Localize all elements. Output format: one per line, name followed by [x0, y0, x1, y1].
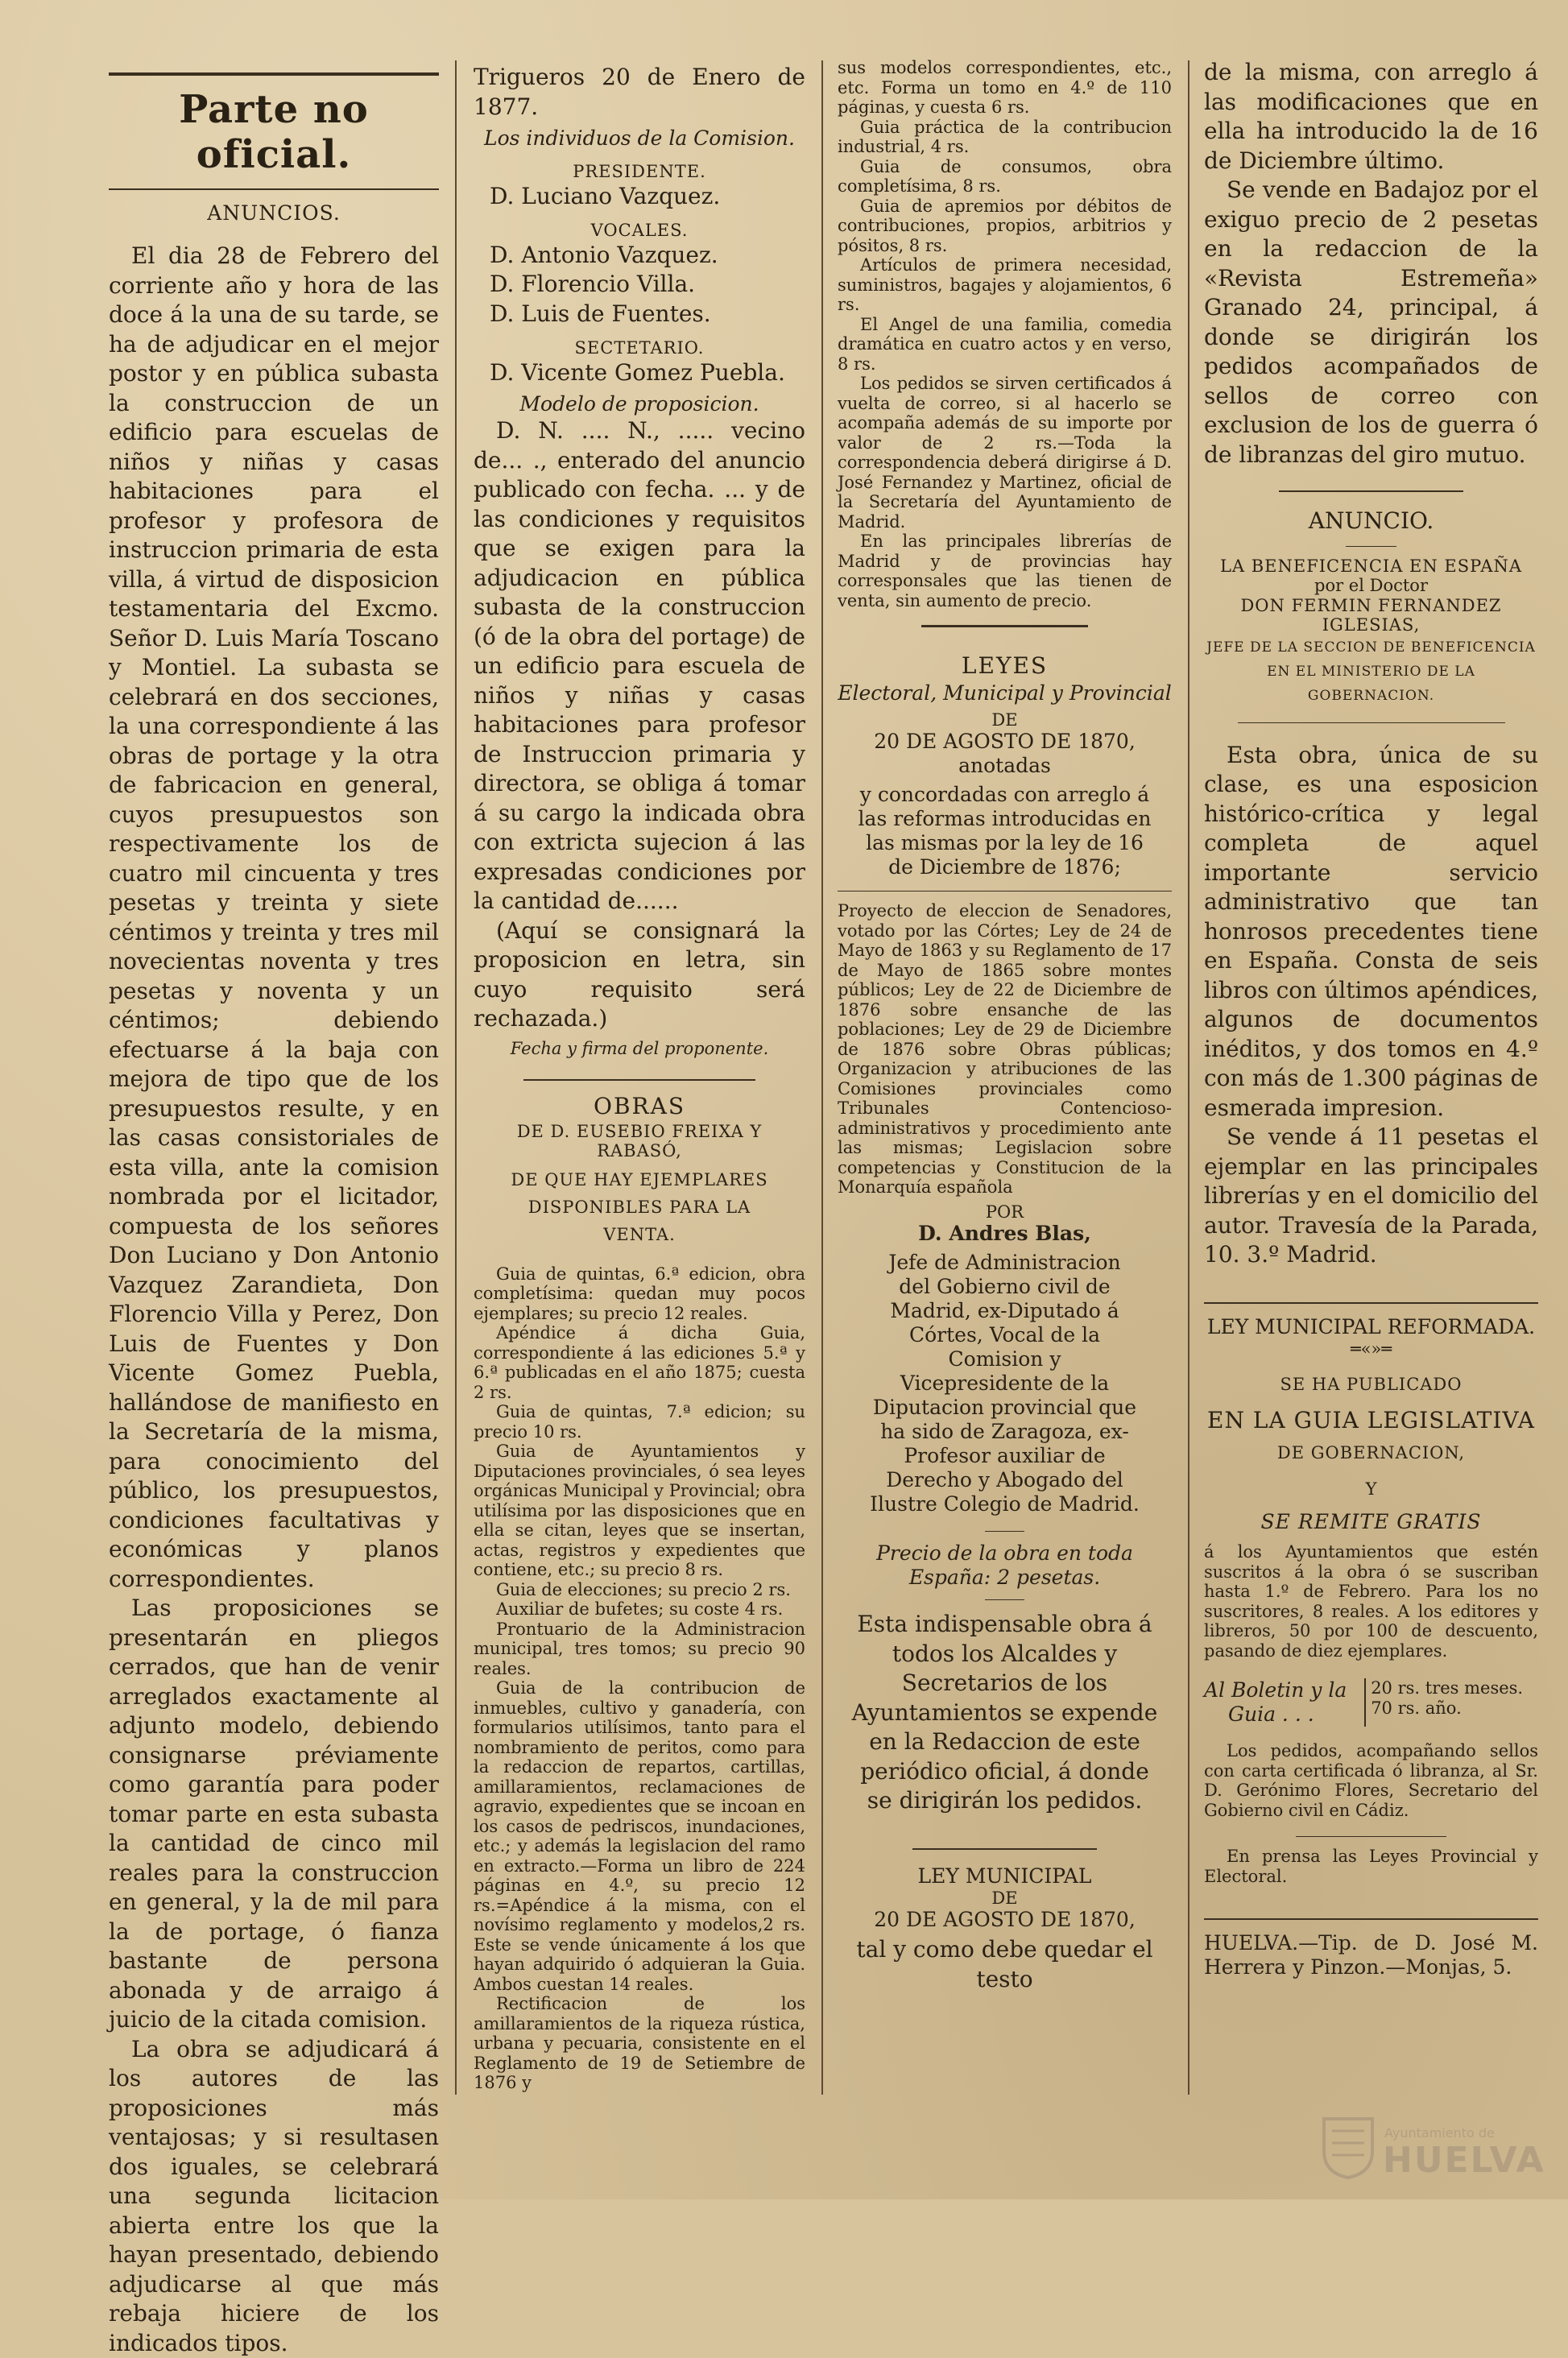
leyes-concordance: y concordadas con arreglo á las reformas introducidas en las mismas por la ley de 16 de Diciembre de 1876; [854, 783, 1156, 879]
obra-description: Esta obra, única de su clase, es una esposicion histórico-crítica y legal completa de aquel importante servicio administrativo que tan honrosos precedentes tiene en España. Consta de seis libros con últimos apéndices, algunos de documentos inéditos, y dos tomos en 4.º con más de 1.300 páginas de esmerada impresion. [1204, 741, 1538, 1123]
vocal-name: D. Luis de Fuentes. [490, 300, 805, 329]
rule [985, 1599, 1025, 1600]
en-prensa: En prensa las Leyes Provincial y Electoral. [1204, 1847, 1538, 1886]
sale-notice: Se vende en Badajoz por el exiguo precio de 2 pesetas en la redaccion de la «Revista Estremeña» Granado 24, principal, á donde se dirigirán los pedidos acompañados de sellos de correo con exclusion de los de guerra ó de libranzas del giro mutuo. [1204, 176, 1538, 470]
anuncio-heading: ANUNCIO. [1204, 507, 1538, 536]
column-3 [838, 48, 1172, 2151]
column-2 [474, 48, 805, 2151]
auction-paragraph-2: Las proposiciones se presentarán en pliegos cerrados, que han de venir arreglados exactamente al adjunto modelo, debiendo consignarse préviamente como garantía para poder tomar parte en esta subasta la cantidad de cinco mil reales para la construccion en general, y la de mil para la de portage, ó fianza bastante de persona abonada y de arraigo á juicio de la citada comision. [109, 1594, 439, 2035]
gobernacion: DE GOBERNACION, [1204, 1443, 1538, 1463]
obra-sale: Se vende á 11 pesetas el ejemplar en las principales librerías y en el domicilio del autor. Travesía de la Parada, 10. 3.º Madrid. [1204, 1123, 1538, 1270]
doctor-name: DON FERMIN FERNANDEZ IGLESIAS, [1204, 596, 1538, 635]
rule [1296, 1836, 1446, 1837]
work-item: Guia de quintas, 7.ª edicion; su precio 10 rs. [474, 1402, 805, 1442]
beneficencia-title: LA BENEFICENCIA EN ESPAÑA [1204, 556, 1538, 577]
work-item: Apéndice á dicha Guia, correspondiente á las ediciones 5.ª y 6.ª publicadas en el año 1875; cuesta 2 rs. [474, 1323, 805, 1402]
work-item: Rectificacion de los amillaramientos de la riqueza rústica, urbana y pecuaria, consistente en el Reglamento de 19 de Setiembre de 1876 y [474, 1994, 805, 2093]
ley-continued: de la misma, con arreglo á las modificaciones que en ella ha introducido la de 16 de Diciembre último. [1204, 58, 1538, 176]
auction-paragraph-1: El dia 28 de Febrero del corriente año y hora de las doce á la una de su tarde, se ha de adjudicar en el mejor postor y en pública subasta la construccion de un edificio para escuelas de niños y niñas y casas habitaciones para el profesor y profesora de instruccion primaria de esta villa, á virtud de disposicion testamentaria del Excmo. Señor D. Luis María Toscano y Montiel. La subasta se celebrará en dos secciones, la una correspondiente á las obras de portage y la otra de fabricacion en general, cuyos presupuestos son respectivamente los de cuatro mil cincuenta y tres pesetas y treinta y siete céntimos y treinta y tres mil novecientas noventa y tres pesetas y noventa y un céntimos; debiendo efectuarse á la baja con mejora de tipo que de los presupuestos resulte, y en las casas consistoriales de esta villa, ante la comision nombrada por el licitador, compuesta de los señores Don Luciano y Don Antonio Vazquez Zarandieta, Don Florencio Villa y Perez, Don Luis de Fuentes y Don Vicente Gomez Puebla, hallándose de manifiesto en la Secretaría de la misma, para conocimiento del público, los presupuestos, condiciones facultativas y económicas y planos correspondientes. [109, 242, 439, 1594]
ley-de: DE [838, 1888, 1172, 1909]
model-heading: Modelo de proposicion. [474, 392, 805, 416]
works-subheading: DE QUE HAY EJEMPLARES DISPONIBLES PARA LA VENTA. [490, 1166, 789, 1248]
pedidos-notice: Los pedidos, acompañando sellos con carta certificada ó libranza, al Sr. D. Gerónimo Flores, Secretario del Gobierno civil en Cádiz. [1204, 1741, 1538, 1820]
president-heading: PRESIDENTE. [474, 162, 805, 182]
watermark-subtitle: Ayuntamiento de [1384, 2125, 1495, 2141]
archive-watermark [1320, 2111, 1545, 2183]
subscription-label-line: Guia . . . [1204, 1702, 1364, 1727]
rule [985, 1531, 1025, 1532]
y-label: Y [1204, 1479, 1538, 1500]
ornament: ═«»═ [1204, 1339, 1538, 1359]
work-item-continued: sus modelos correspondientes, etc., etc. Forma un tomo en 4.º de 110 páginas, y cuesta 6 rs. [838, 58, 1172, 118]
work-item: Guia de Ayuntamientos y Diputaciones provinciales, ó sea leyes orgánicas Municipal y Provincial; obra utilísima por las disposiciones que en ella se citan, leyes que se insertan, actas, registros y expedientes que contiene, etc.; su precio 8 rs. [474, 1442, 805, 1580]
double-rule [109, 72, 439, 76]
vocal-name: D. Antonio Vazquez. [490, 241, 805, 271]
model-signature: Fecha y firma del proponente. [474, 1039, 805, 1059]
doctor-title: JEFE DE LA SECCION DE BENEFICENCIA EN EL MINISTERIO DE LA GOBERNACION. [1204, 635, 1538, 708]
ley-reformada-heading: LEY MUNICIPAL REFORMADA. [1204, 1315, 1538, 1339]
subscription-prices [1204, 1678, 1538, 1727]
subscription-label [1204, 1678, 1364, 1727]
work-item: Los pedidos se sirven certificados á vuelta de correo, si al hacerlo se acompaña además de su importe por valor de 2 rs.—Toda la correspondencia deberá dirigirse á D. José Fernandez y Martinez, oficial de la Secretaría del Ayuntamiento de Madrid. [838, 374, 1172, 532]
vocal-name: D. Florencio Villa. [490, 270, 805, 300]
model-text: D. N. .... N., ..... vecino de... ., enterado del anuncio publicado con fecha. ... y de las condiciones y requisitos que se exigen para la adjudicacion en pública subasta de la construccion (ó de la obra del portage) de un edificio para escuela de niños y niñas y casas habitaciones para profesor de Instruccion primaria y directora, se obliga á tomar á su cargo la indicada obra con extricta sujecion á las expresadas condiciones por la cantidad de...... [474, 416, 805, 916]
watermark-title: HUELVA [1383, 2140, 1545, 2181]
work-item: Guia de apremios por débitos de contribuciones, propios, arbitrios y pósitos, 8 rs. [838, 196, 1172, 256]
se-ha-publicado: SE HA PUBLICADO [1204, 1375, 1538, 1395]
works-heading: OBRAS [474, 1092, 805, 1122]
secretary-name: D. Vicente Gomez Puebla. [490, 358, 805, 388]
ley-municipal-heading: LEY MUNICIPAL [838, 1864, 1172, 1888]
subscription-rates [1364, 1678, 1538, 1727]
rule [523, 1079, 755, 1081]
rule [1204, 1302, 1538, 1304]
work-item: Guia de elecciones; su precio 2 rs. [474, 1580, 805, 1600]
work-item: El Angel de una familia, comedia dramática en cuatro actos y en verso, 8 rs. [838, 315, 1172, 374]
rule [1346, 546, 1396, 547]
leyes-de: DE [838, 710, 1172, 730]
author-description: Jefe de Administracion del Gobierno civil de Madrid, ex-Diputado á Córtes, Vocal de la Comision y Vicepresidente de la Diputacion provincial que ha sido de Zaragoza, ex-Profesor auxiliar de Derecho y Abogado del Ilustre Colegio de Madrid. [870, 1251, 1140, 1516]
por-label: POR [838, 1202, 1172, 1222]
work-item: En las principales librerías de Madrid y de provincias hay corresponsales que las tienen de venta, sin aumento de precio. [838, 532, 1172, 610]
work-item: Guia de quintas, 6.ª edicion, obra completísima: quedan muy pocos ejemplares; su precio 12 reales. [474, 1264, 805, 1324]
rule [921, 625, 1089, 627]
indispensable-notice: Esta indispensable obra á todos los Alcaldes y Secretarios de los Ayuntamientos se expende en la Redaccion de este periódico oficial, á donde se dirigirán los pedidos. [846, 1610, 1164, 1816]
section-title: Parte no oficial. [109, 87, 439, 177]
rate-quarter: 20 rs. tres meses. [1371, 1678, 1538, 1698]
guia-legislativa: EN LA GUIA LEGISLATIVA [1204, 1406, 1538, 1436]
heading-anuncios: ANUNCIOS. [109, 201, 439, 225]
work-item: Artículos de primera necesidad, suministros, bagajes y alojamientos, 6 rs. [838, 255, 1172, 315]
rate-year: 70 rs. año. [1371, 1698, 1538, 1719]
work-item: Guia de consumos, obra completísima, 8 rs. [838, 157, 1172, 196]
printer-imprint: HUELVA.—Tip. de D. José M. Herrera y Pinzon.—Monjas, 5. [1204, 1931, 1538, 1979]
vocales-heading: VOCALES. [474, 221, 805, 241]
ley-tail: tal y como debe quedar el testo [838, 1935, 1172, 1994]
leyes-heading: LEYES [838, 652, 1172, 681]
subscription-label-line: Al Boletin y la [1204, 1678, 1364, 1702]
column-1 [109, 48, 439, 2151]
secretary-heading: SECTETARIO. [474, 338, 805, 358]
work-item: Auxiliar de bufetes; su coste 4 rs. [474, 1599, 805, 1620]
gratis-text: á los Ayuntamientos que estén suscritos á la obra ó se suscriban hasta 1.º de Febrero. Para los no suscritores, 8 reales. A los editores y libreros, 50 por 100 de descuento, pasando de diez ejemplares. [1204, 1542, 1538, 1661]
ley-date: 20 DE AGOSTO DE 1870, [838, 1908, 1172, 1932]
por-doctor: por el Doctor [1204, 576, 1538, 596]
se-remite-gratis: SE REMITE GRATIS [1204, 1510, 1538, 1534]
leyes-date: 20 DE AGOSTO DE 1870, [838, 730, 1172, 754]
author-name: D. Andres Blas, [838, 1222, 1172, 1246]
work-item: Guia práctica de la contribucion industrial, 4 rs. [838, 118, 1172, 157]
rule [1238, 722, 1505, 723]
model-note: (Aquí se consignará la proposicion en letra, sin cuyo requisito será rechazada.) [474, 916, 805, 1034]
column-4 [1204, 48, 1538, 2151]
committee-line: Los individuos de la Comision. [474, 126, 805, 151]
auction-paragraph-3: La obra se adjudicará á los autores de las proposiciones más ventajosas; y si resultasen dos iguales, se celebrará una segunda licitacion abierta entre los que la hayan presentado, debiendo adjudicarse al que más rebaja hiciere de los indicados tipos. [109, 2035, 439, 2358]
leyes-annotated: anotadas [838, 754, 1172, 778]
date-line: Trigueros 20 de Enero de 1877. [474, 63, 805, 122]
leyes-subheading: Electoral, Municipal y Provincial [838, 681, 1172, 705]
rule [109, 188, 439, 190]
column-divider [1188, 60, 1189, 2095]
rule [1279, 490, 1463, 492]
works-author: DE D. EUSEBIO FREIXA Y RABASÓ, [474, 1122, 805, 1161]
price-line: Precio de la obra en toda España: 2 pesetas. [838, 1541, 1172, 1590]
rule [1204, 1918, 1538, 1920]
column-divider [821, 60, 823, 2095]
rule [912, 1848, 1096, 1850]
leyes-contents: Proyecto de eleccion de Senadores, votado por las Córtes; Ley de 24 de Mayo de 1863 y su Reglamento de 17 de Mayo de 1865 sobre montes públicos; Ley de 22 de Diciembre de 1876 sobre ensanche de las poblaciones; Ley de 29 de Diciembre de 1876 sobre Obras públicas; Organizacion y atribuciones de las Comisiones provinciales como Tribunales Contencioso-administrativos y procedimiento ante las mismas; Legislacion sobre competencias y Constitucion de la Monarquía española [838, 901, 1172, 1198]
work-item: Guia de la contribucion de inmuebles, cultivo y ganadería, con formularios utilísimos, tanto para el nombramiento de peritos, como para la redaccion de repartos, cartillas, amillaramientos, reclamaciones de agravio, expedientes que se incoan en los casos de pedriscos, inundaciones, etc.; y además la legislacion del ramo en extracto.—Forma un libro de 224 páginas en 4.º, su precio 12 rs.=Apéndice á la misma, con el novísimo reglamento y modelos,2 rs. Este se vende únicamente á los que hayan adquirido ó adquieran la Guia. Ambos cuestan 14 reales. [474, 1678, 805, 1994]
president-name: D. Luciano Vazquez. [490, 182, 805, 212]
work-item: Prontuario de la Administracion municipal, tres tomos; su precio 90 reales. [474, 1620, 805, 1679]
crest-icon [1320, 2115, 1376, 2179]
column-divider [455, 60, 457, 2095]
